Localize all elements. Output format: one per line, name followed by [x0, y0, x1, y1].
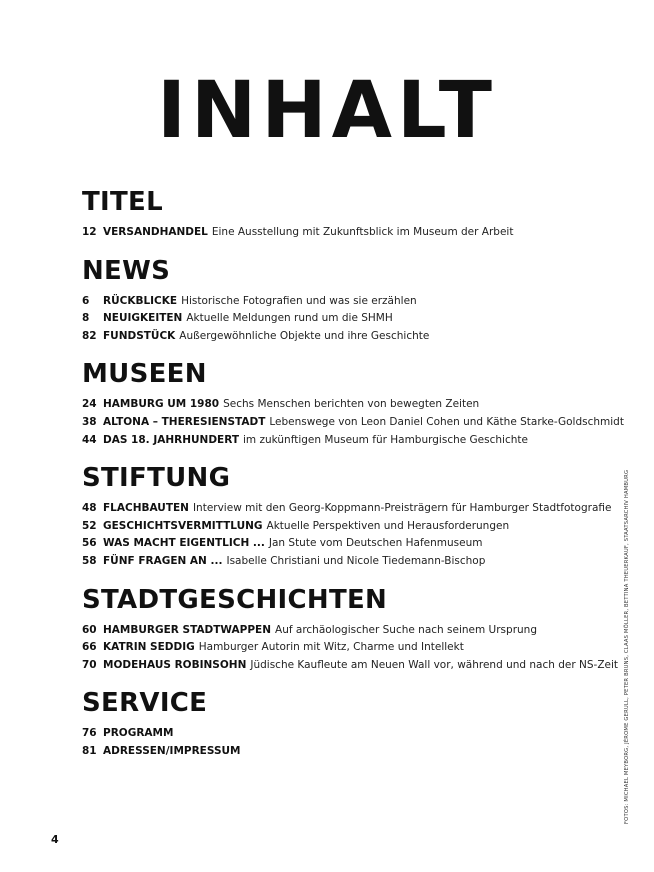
toc-section — [82, 584, 619, 675]
toc-entry — [82, 553, 602, 571]
entry-title: MODEHAUS ROBINSOHN — [103, 658, 247, 671]
entry-page-number: 52 — [82, 519, 97, 532]
entry-page-number: 56 — [82, 537, 97, 550]
entry-page-number: 8 — [82, 312, 90, 325]
entry-page-number: 70 — [82, 658, 97, 671]
entry-description: Lebenswege von Leon Daniel Cohen und Käthe Starke-Goldschmidt — [269, 415, 624, 428]
entry-description: Historische Fotografien und was sie erzählen — [181, 294, 417, 307]
toc-entry — [82, 622, 602, 640]
entry-title: HAMBURG UM 1980 — [103, 398, 220, 411]
entry-page-number: 58 — [82, 554, 97, 567]
section-heading: TITEL — [82, 187, 163, 217]
toc-entry — [82, 639, 602, 657]
entry-page-number: 81 — [82, 744, 97, 757]
entry-page-number: 60 — [82, 623, 97, 636]
entry-description: Interview mit den Georg-Koppmann-Preisträgern für Hamburger Stadtfotografie — [192, 502, 612, 515]
entry-title: HAMBURGER STADTWAPPEN — [103, 623, 272, 636]
entry-description: im zukünftigen Museum für Hamburgische Geschichte — [243, 433, 528, 446]
entry-description: Aktuelle Perspektiven und Herausforderungen — [266, 519, 510, 532]
entry-page-number: 12 — [82, 226, 97, 238]
entry-title: ALTONA – THERESIENSTADT — [103, 415, 266, 428]
entry-title: GESCHICHTSVERMITTLUNG — [103, 519, 263, 532]
toc-section — [82, 687, 602, 760]
section-heading: STADTGESCHICHTEN — [82, 584, 388, 615]
toc-entry — [82, 396, 602, 414]
entry-description: Auf archäologischer Suche nach seinem Ursprung — [275, 623, 537, 636]
entry-title: VERSANDHANDEL — [103, 226, 208, 238]
entry-title: FLACHBAUTEN — [103, 502, 189, 515]
entry-page-number: 44 — [82, 433, 97, 446]
entry-page-number: 24 — [82, 398, 97, 411]
toc-entry — [82, 328, 602, 346]
entry-title: PROGRAMM — [103, 727, 174, 740]
section-heading: SERVICE — [82, 688, 208, 719]
entry-page-number: 6 — [82, 294, 90, 307]
entry-title: KATRIN SEDDIG — [103, 641, 195, 654]
entry-title: ADRESSEN/IMPRESSUM — [103, 744, 241, 757]
entry-description: Aktuelle Meldungen rund um die SHMH — [186, 312, 393, 325]
page-title: INHALT — [157, 66, 497, 156]
entry-title: NEUIGKEITEN — [103, 312, 183, 325]
section-heading: MUSEEN — [82, 359, 207, 390]
entry-title: FUNDSTÜCK — [103, 329, 176, 342]
entry-page-number: 66 — [82, 641, 97, 654]
entry-title: WAS MACHT EIGENTLICH ... — [103, 537, 265, 550]
entry-description: Jüdische Kaufleute am Neuen Wall vor, während und nach der NS-Zeit — [250, 658, 619, 671]
toc-section — [82, 255, 602, 346]
toc-section — [82, 186, 602, 242]
entry-description: Hamburger Autorin mit Witz, Charme und Intellekt — [198, 641, 464, 654]
toc-entry — [82, 743, 602, 761]
entry-page-number: 76 — [82, 727, 97, 740]
entry-title: FÜNF FRAGEN AN ... — [103, 554, 223, 567]
section-heading: STIFTUNG — [82, 463, 231, 494]
toc-entry — [82, 500, 612, 518]
toc-entry — [82, 657, 619, 675]
toc-entry — [82, 725, 602, 743]
entry-page-number: 82 — [82, 329, 97, 342]
entry-title: RÜCKBLICKE — [103, 294, 178, 307]
toc-entry — [82, 432, 602, 450]
entry-description: Sechs Menschen berichten von bewegten Zeiten — [223, 398, 480, 411]
toc-entry — [82, 224, 602, 242]
entry-title: DAS 18. JAHRHUNDERT — [103, 433, 239, 446]
entry-page-number: 38 — [82, 415, 97, 428]
toc-section — [82, 462, 612, 570]
entry-description: Außergewöhnliche Objekte und ihre Geschichte — [179, 329, 430, 342]
toc-entry — [82, 293, 602, 311]
entry-description: Isabelle Christiani und Nicole Tiedemann-Bischop — [226, 554, 486, 567]
entry-page-number: 48 — [82, 502, 97, 515]
photo-credits: FOTOS: MICHAEL MEYBORG, JÉROME GERULL, PETER BRUNS, CLAAS MÖLLER, BETTINA THEUERKAUF, STAATSARCHIV HAMBURG — [624, 469, 630, 824]
toc-entry — [82, 518, 602, 536]
section-heading: NEWS — [82, 255, 171, 286]
page-number: 4 — [51, 833, 59, 846]
toc-entry — [82, 535, 602, 553]
entry-description: Jan Stute vom Deutschen Hafenmuseum — [268, 537, 483, 550]
entry-description: Eine Ausstellung mit Zukunftsblick im Museum der Arbeit — [211, 226, 514, 238]
table-of-contents — [82, 186, 624, 761]
toc-entry — [82, 310, 602, 328]
toc-section — [82, 358, 624, 449]
toc-entry — [82, 414, 624, 432]
